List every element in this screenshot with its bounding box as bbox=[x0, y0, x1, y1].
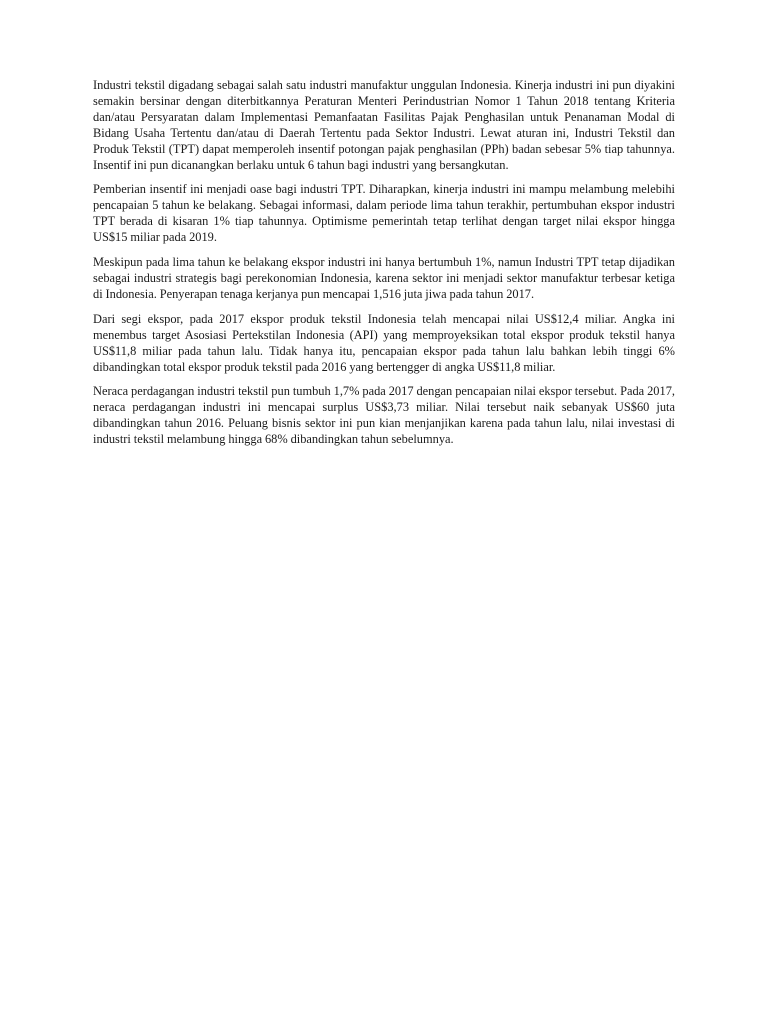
document-body bbox=[93, 78, 675, 457]
paragraph-4: Dari segi ekspor, pada 2017 ekspor produk tekstil Indonesia telah mencapai nilai US$12,4 miliar. Angka ini menembus target Asosiasi Pertekstilan Indonesia (API) yang memproyeksikan total ekspor produk tekstil hanya US$11,8 miliar pada tahun lalu. Tidak hanya itu, pencapaian ekspor pada tahun lalu bahkan lebih tinggi 6% dibandingkan total ekspor produk tekstil pada 2016 yang bertengger di angka US$11,8 miliar. bbox=[93, 311, 675, 374]
paragraph-3: Meskipun pada lima tahun ke belakang ekspor industri ini hanya bertumbuh 1%, namun Industri TPT tetap dijadikan sebagai industri strategis bagi perekonomian Indonesia, karena sektor ini menjadi sektor manufaktur terbesar ketiga di Indonesia. Penyerapan tenaga kerjanya pun mencapai 1,516 juta jiwa pada tahun 2017. bbox=[93, 255, 675, 301]
paragraph-2: Pemberian insentif ini menjadi oase bagi industri TPT. Diharapkan, kinerja industri ini mampu melambung melebihi pencapaian 5 tahun ke belakang. Sebagai informasi, dalam periode lima tahun terakhir, pertumbuhan ekspor industri TPT berada di kisaran 1% tiap tahunnya. Optimisme pemerintah tetap terlihat dengan target nilai ekspor hingga US$15 miliar pada 2019. bbox=[93, 182, 675, 245]
paragraph-1: Industri tekstil digadang sebagai salah satu industri manufaktur unggulan Indonesia. Kinerja industri ini pun diyakini semakin bersinar dengan diterbitkannya Peraturan Menteri Perindustrian Nomor 1 Tahun 2018 tentang Kriteria dan/atau Persyaratan dalam Implementasi Pemanfaatan Fasilitas Pajak Penghasilan untuk Penanaman Modal di Bidang Usaha Tertentu dan/atau di Daerah Tertentu pada Sektor Industri. Lewat aturan ini, Industri Tekstil dan Produk Tekstil (TPT) dapat memperoleh insentif potongan pajak penghasilan (PPh) badan sebesar 5% tiap tahunnya. Insentif ini pun dicanangkan berlaku untuk 6 tahun bagi industri yang bersangkutan. bbox=[93, 78, 675, 172]
paragraph-5: Neraca perdagangan industri tekstil pun tumbuh 1,7% pada 2017 dengan pencapaian nilai ekspor tersebut. Pada 2017, neraca perdagangan industri ini mencapai surplus US$3,73 miliar. Nilai tersebut naik sebanyak US$60 juta dibandingkan tahun 2016. Peluang bisnis sektor ini pun kian menjanjikan karena pada tahun lalu, nilai investasi di industri tekstil melambung hingga 68% dibandingkan tahun sebelumnya. bbox=[93, 384, 675, 447]
